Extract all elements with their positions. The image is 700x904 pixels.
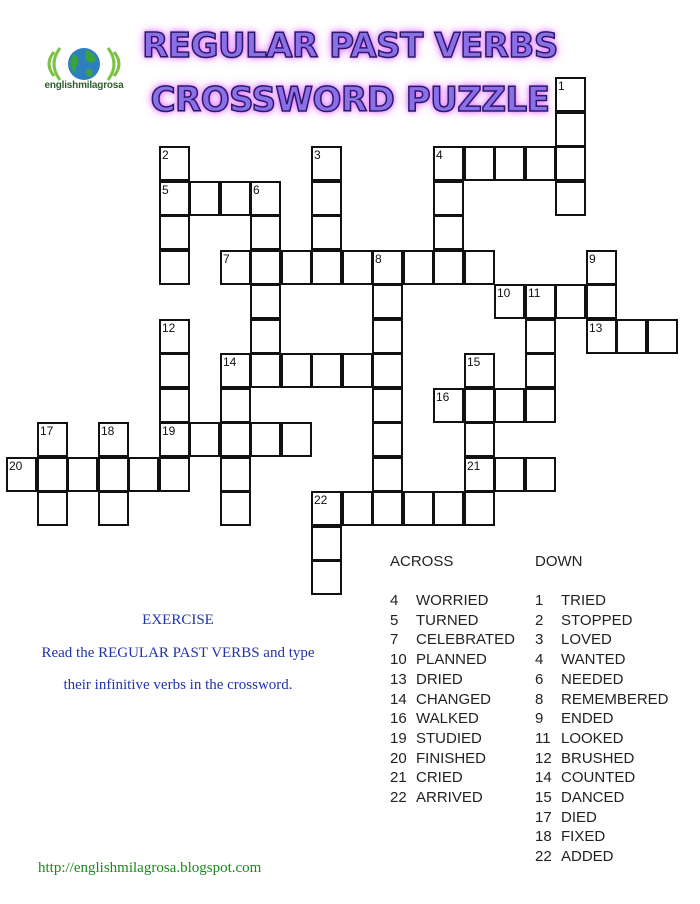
crossword-cell[interactable] bbox=[281, 422, 312, 457]
clue-item-word: DIED bbox=[561, 809, 597, 826]
crossword-cell[interactable] bbox=[464, 146, 495, 181]
crossword-cell[interactable] bbox=[220, 181, 251, 216]
crossword-cell[interactable] bbox=[98, 491, 129, 526]
crossword-cell[interactable] bbox=[433, 181, 464, 216]
clue-item-word: CELEBRATED bbox=[416, 631, 515, 648]
crossword-cell[interactable] bbox=[159, 250, 190, 285]
clue-item-number: 4 bbox=[535, 651, 544, 668]
clue-item bbox=[535, 631, 612, 648]
clue-item-word: CHANGED bbox=[416, 691, 492, 708]
crossword-cell[interactable] bbox=[494, 457, 525, 492]
clue-item bbox=[535, 691, 669, 708]
crossword-cell[interactable] bbox=[525, 146, 556, 181]
clue-item-word: PLANNED bbox=[416, 651, 487, 668]
clue-number: 6 bbox=[253, 183, 260, 197]
clue-number: 12 bbox=[162, 321, 176, 335]
clue-number: 15 bbox=[467, 355, 481, 369]
crossword-cell[interactable] bbox=[37, 491, 68, 526]
clue-item bbox=[535, 710, 614, 727]
crossword-cell[interactable] bbox=[159, 353, 190, 388]
crossword-cell[interactable] bbox=[159, 388, 190, 423]
clue-item-word: STUDIED bbox=[416, 730, 482, 747]
down-heading: DOWN bbox=[535, 553, 583, 570]
clue-item bbox=[535, 848, 614, 865]
clue-item-word: TURNED bbox=[416, 612, 479, 629]
crossword-cell[interactable] bbox=[372, 457, 403, 492]
crossword-cell[interactable] bbox=[342, 250, 373, 285]
clue-item-number: 9 bbox=[535, 710, 544, 727]
clue-number: 8 bbox=[375, 252, 382, 266]
clue-number: 21 bbox=[467, 459, 481, 473]
crossword-cell[interactable] bbox=[372, 353, 403, 388]
clue-item-word: FIXED bbox=[561, 828, 606, 845]
clue-item-word: WALKED bbox=[416, 710, 479, 727]
clue-item bbox=[535, 730, 624, 747]
crossword-cell[interactable] bbox=[494, 388, 525, 423]
crossword-cell[interactable] bbox=[433, 491, 464, 526]
across-heading: ACROSS bbox=[390, 553, 454, 570]
clue-item-word: NEEDED bbox=[561, 671, 624, 688]
clue-item bbox=[535, 671, 624, 688]
clue-item-word: DANCED bbox=[561, 789, 625, 806]
clue-item-number: 16 bbox=[390, 710, 407, 727]
clue-number: 13 bbox=[589, 321, 603, 335]
clue-item-number: 15 bbox=[535, 789, 552, 806]
crossword-cell[interactable] bbox=[250, 422, 281, 457]
clue-item bbox=[535, 651, 625, 668]
crossword-cell[interactable] bbox=[464, 388, 495, 423]
clue-item-number: 11 bbox=[535, 730, 551, 747]
clue-number: 22 bbox=[314, 493, 328, 507]
clue-item-number: 6 bbox=[535, 671, 544, 688]
clue-item bbox=[535, 592, 606, 609]
crossword-cell[interactable] bbox=[98, 457, 129, 492]
clue-item-word: TRIED bbox=[561, 592, 606, 609]
clue-number: 5 bbox=[162, 183, 169, 197]
crossword-cell[interactable] bbox=[403, 491, 434, 526]
clue-item-word: CRIED bbox=[416, 769, 463, 786]
crossword-cell[interactable] bbox=[189, 181, 220, 216]
crossword-cell[interactable] bbox=[281, 353, 312, 388]
crossword-cell[interactable] bbox=[311, 526, 342, 561]
clue-item bbox=[535, 789, 624, 806]
clue-item bbox=[535, 750, 634, 767]
clue-number: 9 bbox=[589, 252, 596, 266]
clue-item-word: ADDED bbox=[561, 848, 614, 865]
crossword-cell[interactable] bbox=[311, 181, 342, 216]
clue-item-word: STOPPED bbox=[561, 612, 633, 629]
clue-item-word: ENDED bbox=[561, 710, 614, 727]
clue-item-word: DRIED bbox=[416, 671, 463, 688]
crossword-cell[interactable] bbox=[372, 284, 403, 319]
clue-item bbox=[390, 671, 463, 688]
clue-number: 16 bbox=[436, 390, 450, 404]
clue-number: 20 bbox=[9, 459, 23, 473]
crossword-cell[interactable] bbox=[342, 353, 373, 388]
crossword-cell[interactable] bbox=[372, 319, 403, 354]
clue-item-number: 19 bbox=[390, 730, 407, 747]
crossword-cell[interactable] bbox=[220, 422, 251, 457]
clue-item-number: 3 bbox=[535, 631, 544, 648]
crossword-cell[interactable] bbox=[616, 319, 647, 354]
clue-number: 4 bbox=[436, 148, 443, 162]
crossword-cell[interactable] bbox=[494, 146, 525, 181]
clue-item-number: 21 bbox=[390, 769, 407, 786]
clue-item-number: 22 bbox=[535, 848, 552, 865]
crossword-cell[interactable] bbox=[372, 388, 403, 423]
clue-item-number: 8 bbox=[535, 691, 544, 708]
clue-item-number: 1 bbox=[535, 592, 544, 609]
crossword-cell[interactable] bbox=[372, 422, 403, 457]
logo-text: englishmilagrosa bbox=[44, 80, 124, 91]
crossword-cell[interactable] bbox=[433, 250, 464, 285]
clue-item bbox=[535, 828, 605, 845]
clue-item-word: COUNTED bbox=[561, 769, 636, 786]
page-title-line2: CROSSWORD PUZZLE bbox=[150, 80, 550, 120]
clue-item-number: 20 bbox=[390, 750, 407, 767]
crossword-cell[interactable] bbox=[525, 319, 556, 354]
crossword-cell[interactable] bbox=[311, 353, 342, 388]
crossword-cell[interactable] bbox=[250, 353, 281, 388]
crossword-cell[interactable] bbox=[220, 491, 251, 526]
clue-item bbox=[535, 809, 597, 826]
clue-item-word: BRUSHED bbox=[561, 750, 635, 767]
clue-number: 3 bbox=[314, 148, 321, 162]
exercise-heading: EXERCISE bbox=[142, 612, 214, 628]
clue-item-word: ARRIVED bbox=[416, 789, 483, 806]
clue-item-number: 14 bbox=[390, 691, 407, 708]
crossword-cell[interactable] bbox=[220, 388, 251, 423]
clue-item bbox=[390, 631, 515, 648]
clue-item-number: 5 bbox=[390, 612, 399, 629]
crossword-cell[interactable] bbox=[37, 457, 68, 492]
crossword-cell[interactable] bbox=[433, 215, 464, 250]
exercise-line1: Read the REGULAR PAST VERBS and type bbox=[41, 645, 315, 661]
clue-item-number: 12 bbox=[535, 750, 552, 767]
clue-number: 11 bbox=[528, 286, 541, 300]
crossword-cell[interactable] bbox=[159, 457, 190, 492]
crossword-cell[interactable] bbox=[220, 457, 251, 492]
crossword-cell[interactable] bbox=[647, 319, 678, 354]
clue-number: 18 bbox=[101, 424, 115, 438]
crossword-cell[interactable] bbox=[281, 250, 312, 285]
clue-item-number: 4 bbox=[390, 592, 399, 609]
clue-number: 10 bbox=[497, 286, 511, 300]
clue-number: 1 bbox=[558, 79, 565, 93]
clue-item bbox=[535, 612, 632, 629]
clue-item bbox=[390, 750, 486, 767]
clue-item-number: 7 bbox=[390, 631, 399, 648]
clue-item-number: 2 bbox=[535, 612, 544, 629]
crossword-cell[interactable] bbox=[250, 319, 281, 354]
clue-number: 2 bbox=[162, 148, 169, 162]
crossword-cell[interactable] bbox=[555, 146, 586, 181]
clue-number: 17 bbox=[40, 424, 54, 438]
crossword-cell[interactable] bbox=[464, 422, 495, 457]
crossword-cell[interactable] bbox=[372, 491, 403, 526]
crossword-cell[interactable] bbox=[586, 284, 617, 319]
exercise-line2: their infinitive verbs in the crossword. bbox=[63, 677, 293, 693]
crossword-cell[interactable] bbox=[555, 181, 586, 216]
crossword-cell[interactable] bbox=[555, 284, 586, 319]
crossword-cell[interactable] bbox=[189, 422, 220, 457]
crossword-cell[interactable] bbox=[159, 215, 190, 250]
blog-url[interactable]: http://englishmilagrosa.blogspot.com bbox=[38, 860, 262, 876]
crossword-cell[interactable] bbox=[128, 457, 159, 492]
clue-item-word: REMEMBERED bbox=[561, 691, 669, 708]
crossword-cell[interactable] bbox=[464, 250, 495, 285]
clue-item bbox=[390, 592, 489, 609]
clue-item-number: 13 bbox=[390, 671, 407, 688]
crossword-cell[interactable] bbox=[403, 250, 434, 285]
clue-number: 14 bbox=[223, 355, 237, 369]
clue-item bbox=[390, 769, 463, 786]
crossword-cell[interactable] bbox=[250, 215, 281, 250]
crossword-cell[interactable] bbox=[525, 457, 556, 492]
clue-item-number: 17 bbox=[535, 809, 552, 826]
clue-item bbox=[390, 651, 487, 668]
crossword-cell[interactable] bbox=[250, 250, 281, 285]
clue-item-word: WANTED bbox=[561, 651, 626, 668]
crossword-cell[interactable] bbox=[311, 215, 342, 250]
clue-item-word: LOOKED bbox=[561, 730, 624, 747]
crossword-cell[interactable] bbox=[250, 284, 281, 319]
clue-item-word: WORRIED bbox=[416, 592, 489, 609]
clue-number: 19 bbox=[162, 424, 176, 438]
crossword-cell[interactable] bbox=[525, 388, 556, 423]
clue-item-number: 14 bbox=[535, 769, 552, 786]
clue-item bbox=[390, 612, 479, 629]
clue-item-word: LOVED bbox=[561, 631, 612, 648]
clue-item-number: 10 bbox=[390, 651, 407, 668]
clue-item bbox=[390, 710, 479, 727]
page-title-line1: REGULAR PAST VERBS bbox=[142, 26, 558, 66]
crossword-cell[interactable] bbox=[342, 491, 373, 526]
clue-item bbox=[390, 730, 482, 747]
clue-number: 7 bbox=[223, 252, 230, 266]
clue-item bbox=[390, 789, 483, 806]
clue-item-word: FINISHED bbox=[416, 750, 487, 767]
clue-item-number: 22 bbox=[390, 789, 407, 806]
crossword-cell[interactable] bbox=[525, 353, 556, 388]
clue-item bbox=[390, 691, 491, 708]
crossword-cell[interactable] bbox=[464, 491, 495, 526]
crossword-cell[interactable] bbox=[67, 457, 98, 492]
crossword-cell[interactable] bbox=[555, 112, 586, 147]
crossword-cell[interactable] bbox=[311, 250, 342, 285]
clue-item-number: 18 bbox=[535, 828, 552, 845]
clue-item bbox=[535, 769, 635, 786]
crossword-cell[interactable] bbox=[311, 560, 342, 595]
